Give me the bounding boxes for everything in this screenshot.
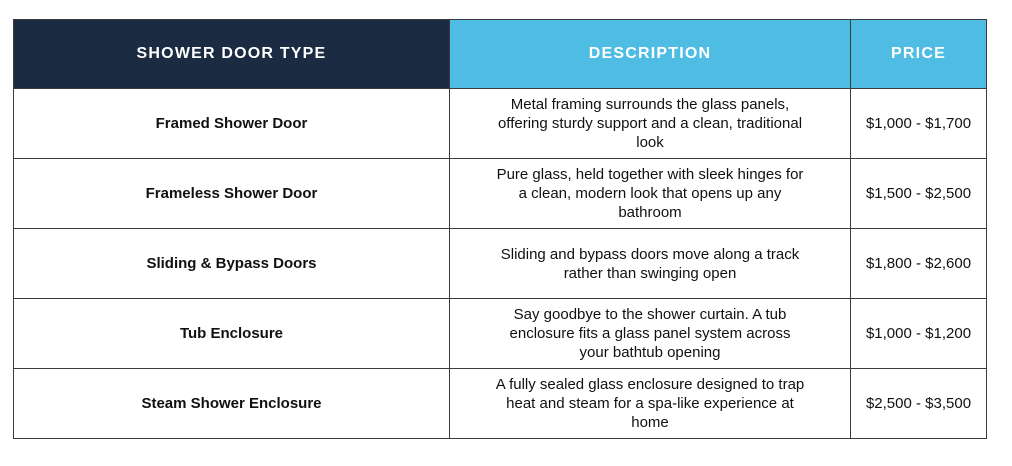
door-type-cell: Sliding & Bypass Doors — [14, 229, 450, 299]
price-cell: $1,000 - $1,700 — [851, 89, 987, 159]
description-cell: Pure glass, held together with sleek hinges for a clean, modern look that opens up any bathroom — [450, 159, 851, 229]
table-row — [14, 159, 987, 229]
shower-door-pricing-table — [13, 19, 987, 439]
header-row — [14, 20, 987, 89]
table-row — [14, 299, 987, 369]
door-type-cell: Framed Shower Door — [14, 89, 450, 159]
description-cell: Metal framing surrounds the glass panels, offering sturdy support and a clean, traditional look — [450, 89, 851, 159]
price-cell: $1,000 - $1,200 — [851, 299, 987, 369]
table-header — [14, 20, 987, 89]
price-cell: $1,500 - $2,500 — [851, 159, 987, 229]
header-shower-door-type: SHOWER DOOR TYPE — [14, 20, 450, 89]
door-type-cell: Frameless Shower Door — [14, 159, 450, 229]
table-row — [14, 89, 987, 159]
door-type-cell: Steam Shower Enclosure — [14, 369, 450, 439]
description-cell: Say goodbye to the shower curtain. A tub enclosure fits a glass panel system across your bathtub opening — [450, 299, 851, 369]
description-cell: A fully sealed glass enclosure designed to trap heat and steam for a spa-like experience at home — [450, 369, 851, 439]
door-type-cell: Tub Enclosure — [14, 299, 450, 369]
description-cell: Sliding and bypass doors move along a track rather than swinging open — [450, 229, 851, 299]
table-row — [14, 229, 987, 299]
header-description: DESCRIPTION — [450, 20, 851, 89]
table-body — [14, 89, 987, 439]
header-price: PRICE — [851, 20, 987, 89]
table-row — [14, 369, 987, 439]
price-cell: $2,500 - $3,500 — [851, 369, 987, 439]
price-cell: $1,800 - $2,600 — [851, 229, 987, 299]
